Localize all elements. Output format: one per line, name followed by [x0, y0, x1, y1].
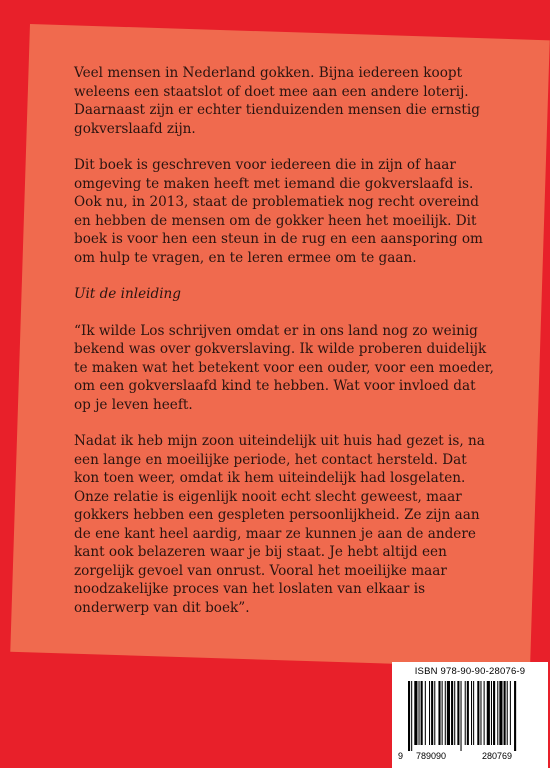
barcode-bar — [408, 681, 410, 751]
barcode-bar — [487, 681, 490, 745]
barcode-bar — [447, 681, 450, 745]
barcode-bar — [499, 681, 502, 745]
barcode-digits-left: 789090 — [416, 751, 447, 761]
barcode-bar — [471, 681, 472, 745]
barcode-bar — [419, 681, 420, 745]
barcode-bar — [445, 681, 446, 745]
barcode-digit-first: 9 — [398, 751, 404, 761]
barcode-bar — [465, 681, 466, 745]
barcode-bar — [438, 681, 440, 745]
barcode-bar — [425, 681, 426, 745]
barcode-bar — [442, 681, 443, 745]
barcode-bar — [477, 681, 479, 745]
purpose-paragraph: Dit boek is geschreven voor iedereen die in zijn of haar omgeving te maken heeft met iemand die gokverslaafd is. Ook nu, in 2013, staat de problematiek nog recht overeind en hebben de mensen om de gokker heen het moeilijk. Dit boek is voor hen een steun in de rug en een aansporing om om hulp te vragen, en te leren ermee om te gaan. — [74, 157, 483, 266]
barcode-bars — [398, 681, 542, 751]
barcode-bar — [484, 681, 485, 745]
quote-paragraph-2: Nadat ik heb mijn zoon uiteindelijk uit huis had gezet is, na een lange en moeilijke periode, het contact hersteld. Dat kon toen weer, omdat ik hem uiteindelijk had losgelaten. Onze relatie is eigenlijk nooit echt slecht geweest, maar gokkers hebben een gespleten persoonlijkheid. Ze zijn aan de ene kant heel aardig, maar ze kunnen je aan de andere kant ook belazeren waar je bij staat. Je hebt altijd een zorgelijk gevoel van onrust. Vooral het moeilijke maar noodzakelijke proces van het loslaten van elkaar is onderwerp van dit boek”. — [74, 433, 485, 616]
barcode-bar — [461, 681, 462, 751]
quote-source: Uit de inleiding — [74, 286, 182, 302]
barcode-bar — [431, 681, 433, 745]
barcode-bar — [454, 681, 455, 745]
back-cover-text — [74, 64, 494, 635]
barcode-bar — [434, 681, 435, 745]
barcode-bar — [467, 681, 469, 745]
isbn-barcode — [392, 662, 548, 768]
barcode-bar — [457, 681, 459, 745]
intro-paragraph: Veel mensen in Nederland gokken. Bijna iedereen koopt weleens een staatslot of doet mee aan een andere loterij. Daarnaast zijn er echter tienduizenden mensen die ernstig gokverslaafd zijn. — [74, 65, 480, 137]
barcode-bar — [493, 681, 495, 745]
barcode-digits — [398, 751, 542, 763]
quote-paragraph-1: “Ik wilde Los schrijven omdat er in ons land nog zo weinig bekend was over gokverslaving. Ik wilde proberen duidelijk te maken wat het betekent voor een ouder, voor een moeder, om een gokverslaafd kind te hebben. Wat voor invloed dat op je leven heeft. — [74, 322, 494, 413]
barcode-bar — [480, 681, 481, 745]
barcode-bar — [429, 681, 430, 745]
barcode-bar — [473, 681, 474, 745]
barcode-bar — [507, 681, 508, 745]
barcode-bar — [497, 681, 498, 745]
barcode-digits-right: 280769 — [482, 751, 513, 761]
isbn-label: ISBN 978-90-90-28076-9 — [414, 666, 526, 677]
barcode-bar — [414, 681, 417, 745]
barcode-bar — [510, 681, 511, 745]
barcode-bar — [491, 681, 492, 745]
barcode-bar — [451, 681, 453, 745]
barcode-bar — [514, 681, 516, 751]
barcode-bar — [504, 681, 506, 745]
barcode-bar — [421, 681, 423, 745]
barcode-bar — [411, 681, 412, 751]
